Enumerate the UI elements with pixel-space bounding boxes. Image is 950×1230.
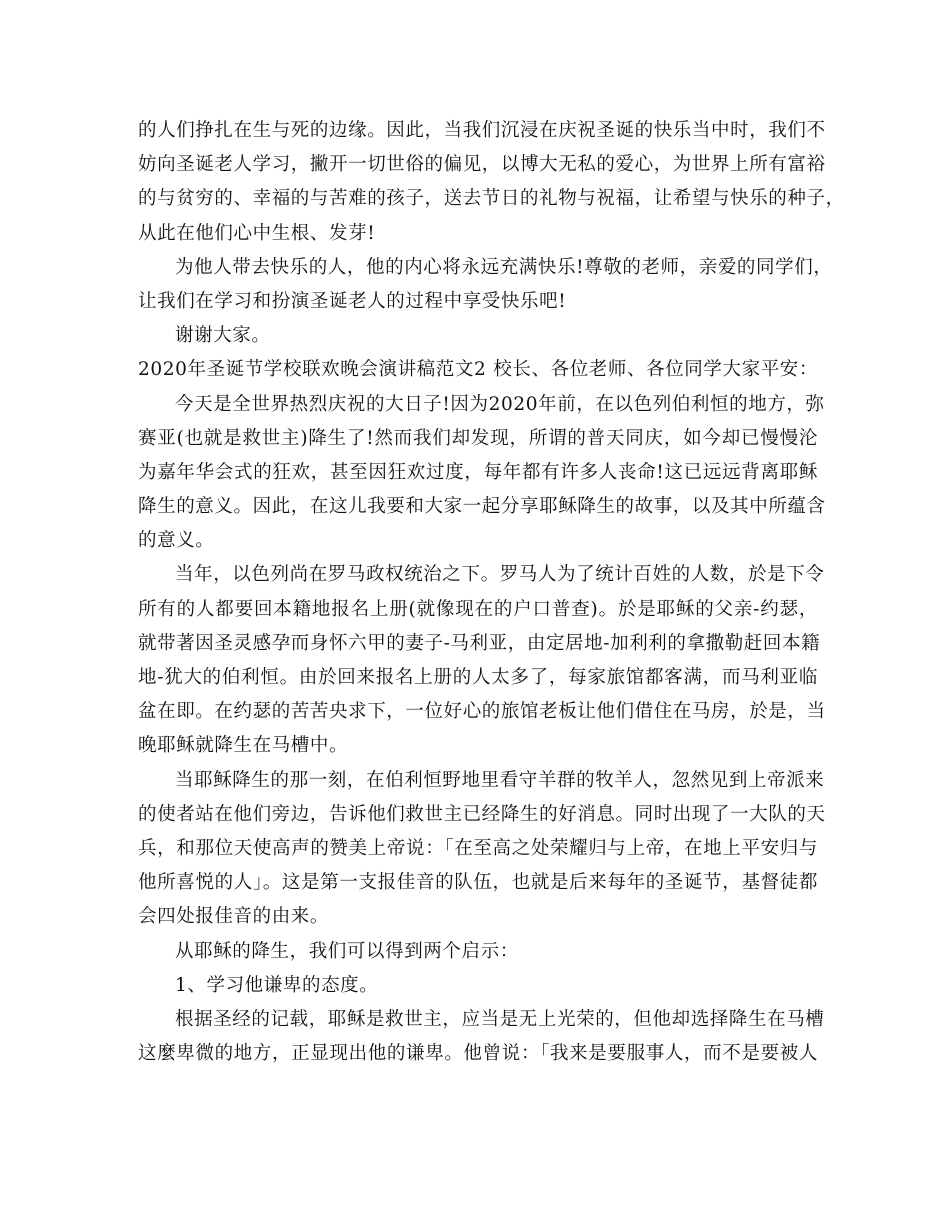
text-line: 降生的意义。因此，在这儿我要和大家一起分享耶稣降生的故事，以及其中所蕴含 — [138, 496, 826, 518]
section-title-line — [138, 353, 818, 387]
text-line: 从耶稣的降生，我们可以得到两个启示： — [175, 940, 519, 962]
text-line: 赛亚(也就是救世主)降生了!然而我们却发现，所谓的普天同庆，如今却已慢慢沦 — [138, 427, 818, 449]
section-title: 2020年圣诞节学校联欢晚会演讲稿范文2 — [138, 359, 487, 381]
text-line: 他所喜悦的人」。这是第一支报佳音的队伍，也就是后来每年的圣诞节，基督徒都 — [138, 872, 818, 894]
text-line: 今天是全世界热烈庆祝的大日子!因为2020年前，在以色列伯利恒的地方，弥 — [175, 393, 825, 415]
text-line: 1、学习他谦卑的态度。 — [175, 974, 379, 996]
text-line: 的意义。 — [138, 530, 215, 552]
text-line: 根据圣经的记载，耶稣是救世主，应当是无上光荣的，但他却选择降生在马槽 — [175, 1008, 825, 1030]
greeting: 校长、各位老师、各位同学大家平安： — [493, 359, 818, 381]
text-line: 地-犹大的伯利恒。由於回来报名上册的人太多了，每家旅馆都客满，而马利亚临 — [138, 667, 818, 688]
text-line: 晚耶稣就降生在马槽中。 — [138, 735, 349, 757]
text-line: 让我们在学习和扮演圣诞老人的过程中享受快乐吧! — [138, 290, 567, 312]
document-body — [138, 114, 845, 1071]
text-line: 当耶稣降生的那一刻，在伯利恒野地里看守羊群的牧羊人，忽然见到上帝派来 — [175, 769, 825, 791]
text-line: 这麼卑微的地方，正显现出他的谦卑。他曾说：「我来是要服事人，而不是要被人 — [138, 1043, 818, 1065]
text-line: 谢谢大家。 — [175, 325, 271, 347]
text-line: 从此在他们心中生根、发芽! — [138, 222, 376, 244]
text-line: 盆在即。在约瑟的苦苦央求下，一位好心的旅馆老板让他们借住在马房，於是，当 — [138, 701, 826, 723]
text-line: 就带著因圣灵感孕而身怀六甲的妻子-马利亚，由定居地-加利利的拿撒勒赶回本籍 — [138, 632, 821, 654]
text-line: 为他人带去快乐的人，他的内心将永远充满快乐!尊敬的老师，亲爱的同学们， — [175, 256, 833, 278]
text-line: 会四处报佳音的由来。 — [138, 906, 330, 928]
text-line: 所有的人都要回本籍地报名上册(就像现在的户口普查)。於是耶稣的父亲-约瑟， — [138, 598, 818, 620]
text-line: 的与贫穷的、幸福的与苦难的孩子，送去节日的礼物与祝福，让希望与快乐的种子， — [138, 188, 845, 210]
text-line: 当年，以色列尚在罗马政权统治之下。罗马人为了统计百姓的人数，於是下令 — [175, 564, 825, 586]
text-line: 兵，和那位天使高声的赞美上帝说：「在至高之处荣耀归与上帝，在地上平安归与 — [138, 837, 818, 859]
text-line: 为嘉年华会式的狂欢，甚至因狂欢过度，每年都有许多人丧命!这已远远背离耶稣 — [138, 461, 818, 483]
text-line: 的使者站在他们旁边，告诉他们救世主已经降生的好消息。同时出现了一大队的天 — [138, 803, 826, 825]
text-line: 的人们挣扎在生与死的边缘。因此，当我们沉浸在庆祝圣诞的快乐当中时，我们不 — [138, 120, 826, 141]
text-line: 妨向圣诞老人学习，撇开一切世俗的偏见，以博大无私的爱心，为世界上所有富裕 — [138, 154, 826, 176]
